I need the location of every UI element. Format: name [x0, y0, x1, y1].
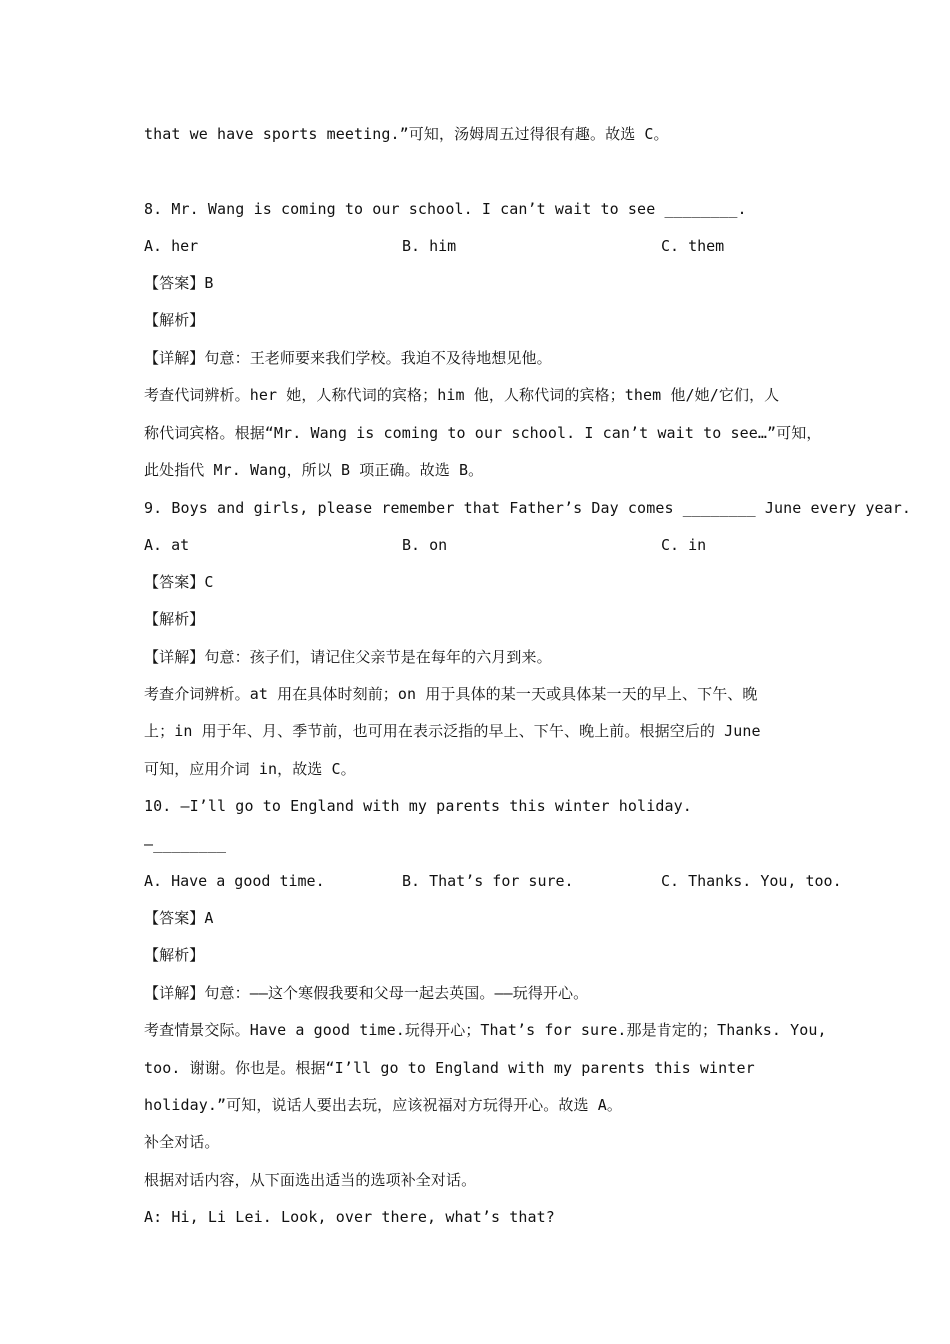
- q9-analysis-heading: 【解析】: [144, 610, 205, 628]
- q10-detail-line: too. 谢谢。你也是。根据“I’ll go to England with my parents this winter: [144, 1059, 755, 1077]
- section-title: 补全对话。: [144, 1133, 220, 1151]
- q10-option-a: A. Have a good time.: [144, 872, 325, 890]
- q8-option-b: B. him: [402, 237, 457, 255]
- dialogue-line: A: Hi, Li Lei. Look, over there, what’s that?: [144, 1208, 555, 1226]
- q10-detail-line: 考查情景交际。Have a good time.玩得开心；That’s for sure.那是肯定的；Thanks. You,: [144, 1021, 827, 1039]
- q10-option-c: C. Thanks. You, too.: [661, 872, 842, 890]
- q8-detail-line: 此处指代 Mr. Wang，所以 B 项正确。故选 B。: [144, 461, 484, 479]
- text-line: that we have sports meeting.”可知，汤姆周五过得很有趣。故选 C。: [144, 125, 669, 143]
- section-instruction: 根据对话内容，从下面选出适当的选项补全对话。: [144, 1171, 477, 1189]
- q10-detail-line: 【详解】句意：——这个寒假我要和父母一起去英国。——玩得开心。: [144, 984, 589, 1002]
- question-8: 8. Mr. Wang is coming to our school. I can’t wait to see ________.: [144, 200, 747, 218]
- q8-analysis-heading: 【解析】: [144, 311, 205, 329]
- q8-detail-line: 考查代词辨析。her 她，人称代词的宾格；him 他，人称代词的宾格；them 他/她/它们，人: [144, 386, 780, 404]
- q8-detail-line: 称代词宾格。根据“Mr. Wang is coming to our school. I can’t wait to see…”可知，: [144, 424, 822, 442]
- q8-option-a: A. her: [144, 237, 199, 255]
- q9-detail-line: 上；in 用于年、月、季节前，也可用在表示泛指的早上、下午、晚上前。根据空后的 June: [144, 722, 761, 740]
- q9-detail-line: 考查介词辨析。at 用在具体时刻前；on 用于具体的某一天或具体某一天的早上、下午、晚: [144, 685, 758, 703]
- q9-option-a: A. at: [144, 536, 190, 554]
- q9-answer: 【答案】C: [144, 573, 214, 591]
- q10-answer: 【答案】A: [144, 909, 214, 927]
- q9-detail-line: 【详解】句意：孩子们，请记住父亲节是在每年的六月到来。: [144, 648, 552, 666]
- question-9: 9. Boys and girls, please remember that Father’s Day comes ________ June every year.: [144, 499, 911, 517]
- q10-analysis-heading: 【解析】: [144, 946, 205, 964]
- q8-option-c: C. them: [661, 237, 725, 255]
- q10-blank: —________: [144, 835, 227, 853]
- q10-option-b: B. That’s for sure.: [402, 872, 574, 890]
- q8-detail-line: 【详解】句意：王老师要来我们学校。我迫不及待地想见他。: [144, 349, 552, 367]
- q10-detail-line: holiday.”可知，说话人要出去玩，应该祝福对方玩得开心。故选 A。: [144, 1096, 622, 1114]
- q8-answer: 【答案】B: [144, 274, 214, 292]
- q9-option-c: C. in: [661, 536, 707, 554]
- q9-option-b: B. on: [402, 536, 448, 554]
- question-10: 10. —I’ll go to England with my parents this winter holiday.: [144, 797, 692, 815]
- q9-detail-line: 可知，应用介词 in，故选 C。: [144, 760, 356, 778]
